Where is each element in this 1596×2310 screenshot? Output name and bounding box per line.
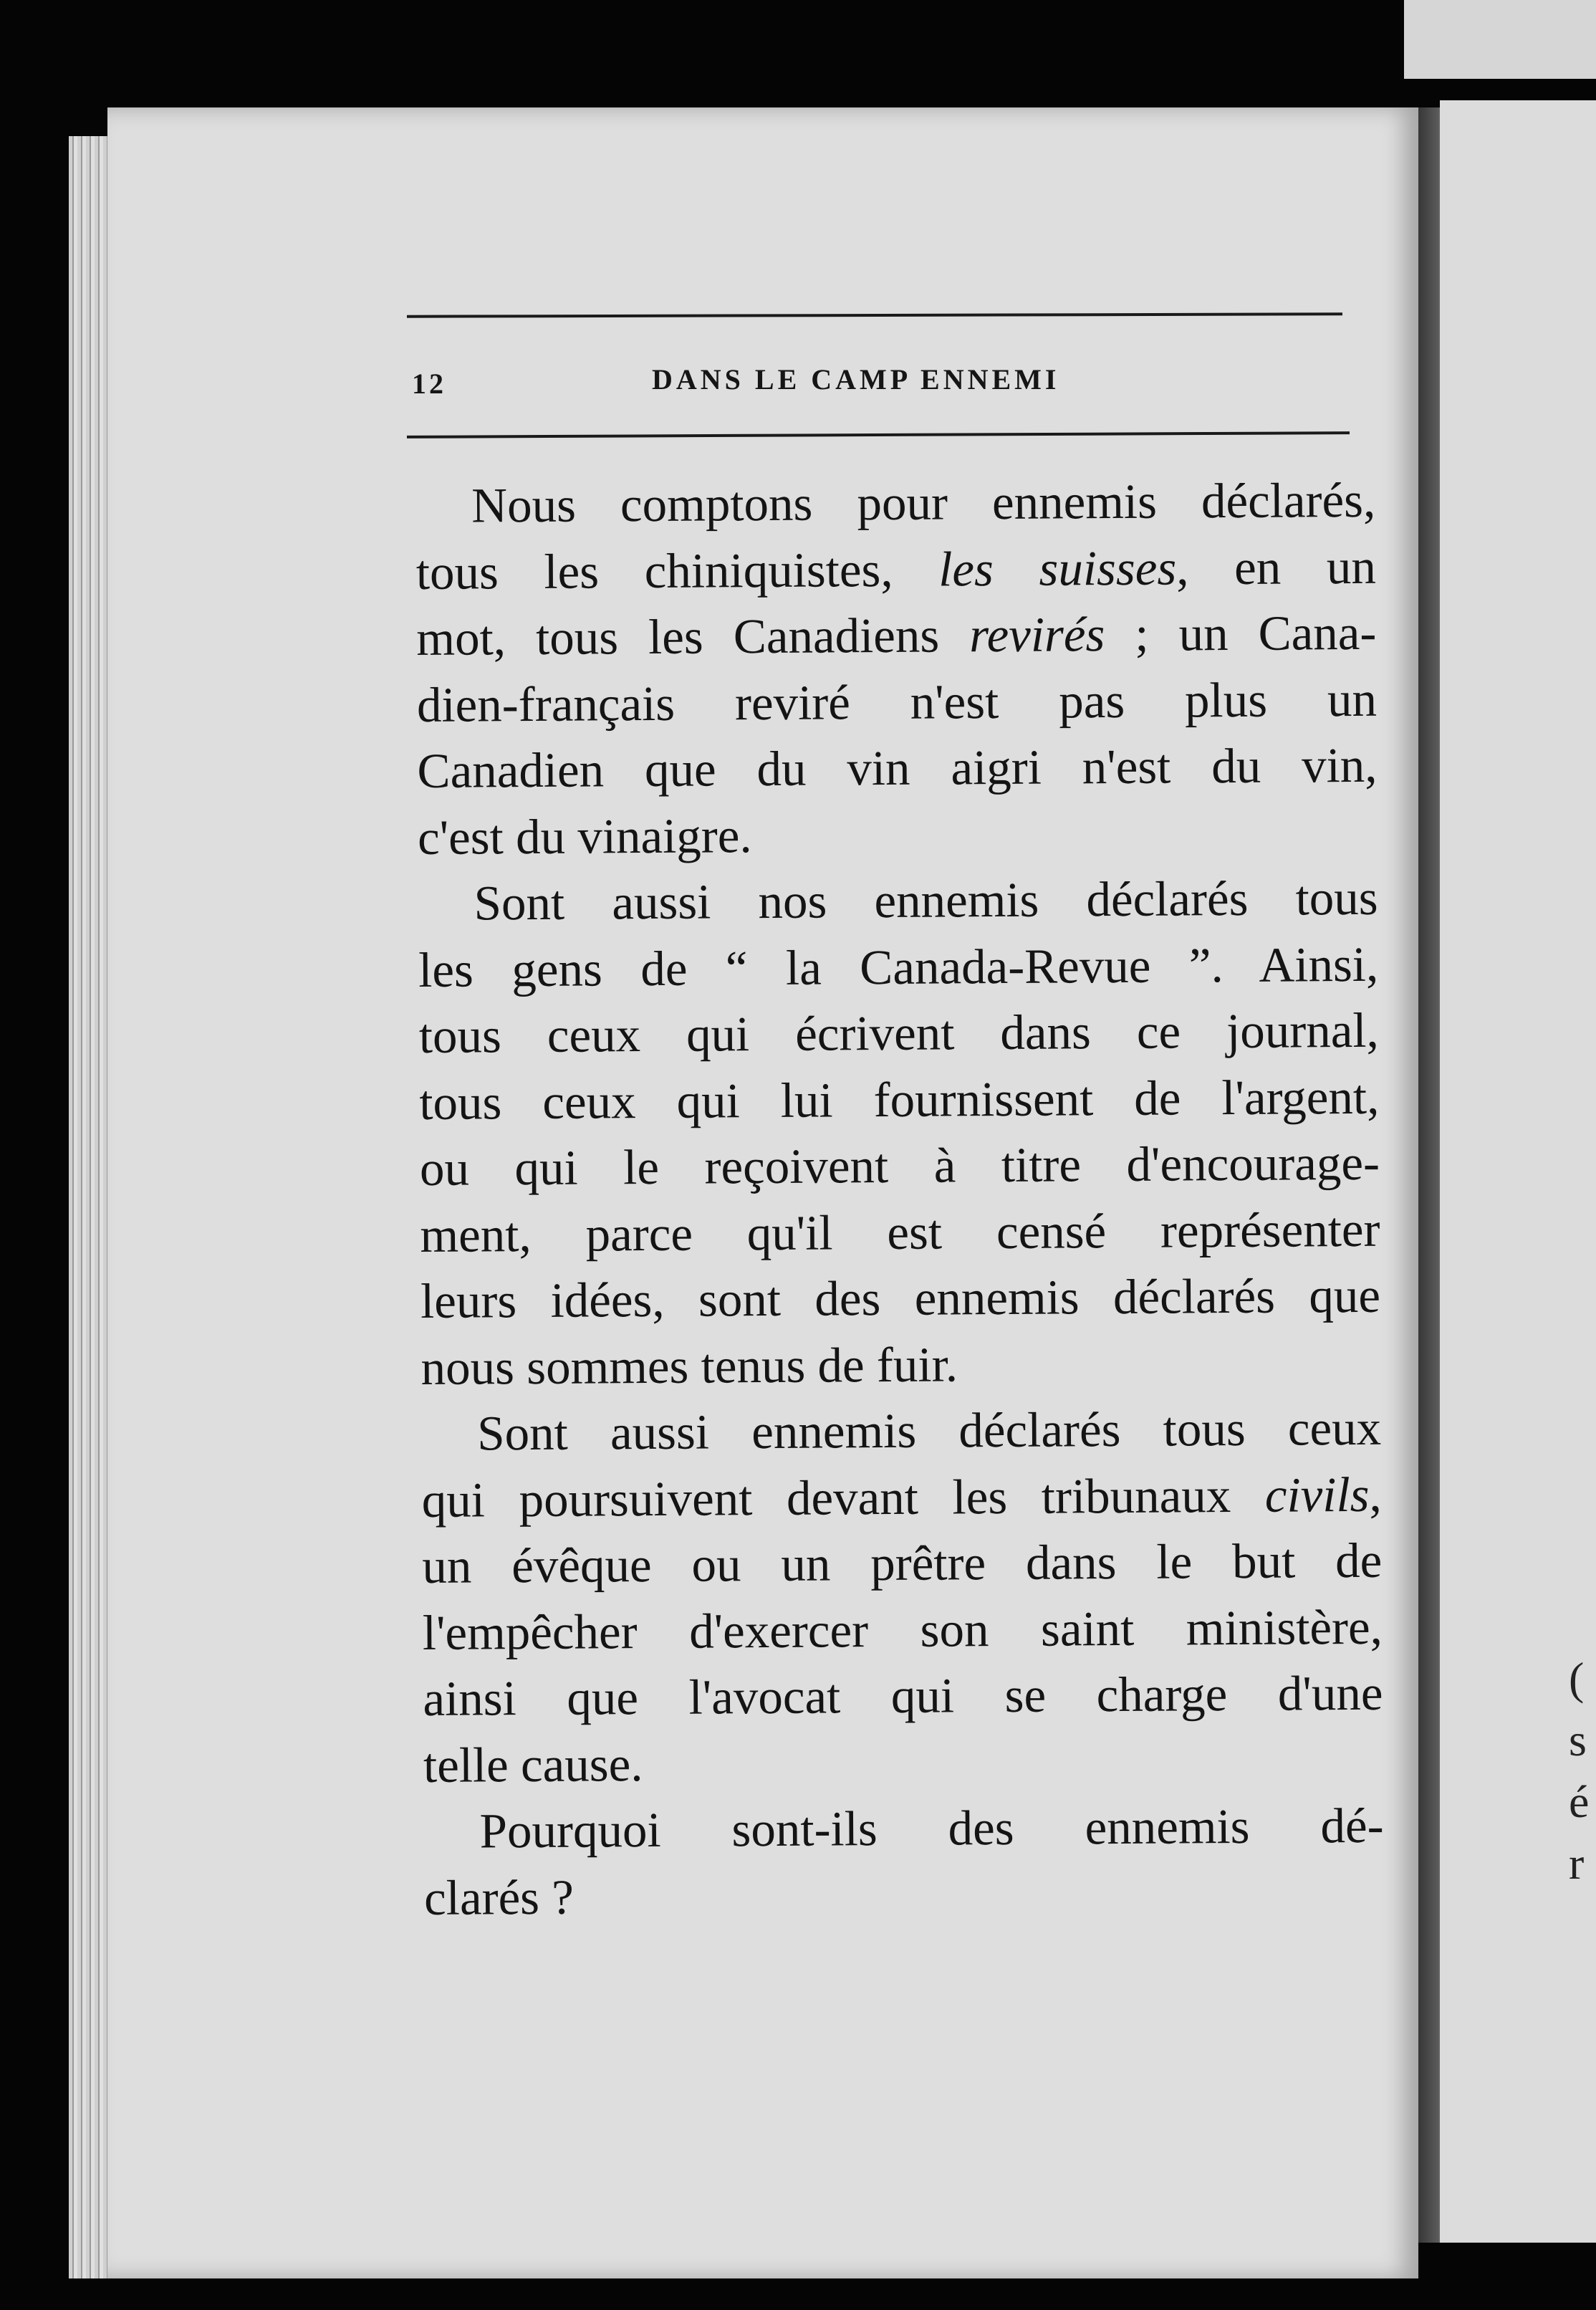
body-text <box>415 467 1384 1931</box>
text-line: c'est du vinaigre. <box>417 807 752 865</box>
paragraph-4 <box>423 1793 1384 1931</box>
text-line: clarés ? <box>423 1869 575 1925</box>
text-line: les gens de “ la Canada-Revue ”. Ainsi, <box>418 936 1379 997</box>
text-line: qui poursuivent devant les tribunaux civils, <box>421 1467 1382 1528</box>
text-line: telle cause. <box>423 1736 643 1793</box>
page-number: 12 <box>412 368 446 400</box>
paragraph-2 <box>418 865 1380 1401</box>
adjacent-page <box>1440 100 1596 2243</box>
running-title: DANS LE CAMP ENNEMI <box>652 363 1060 396</box>
adjacent-glyph: é <box>1569 1776 1590 1827</box>
text-line: dien-français reviré n'est pas plus un <box>416 671 1378 732</box>
italic-word: les suisses <box>938 540 1177 597</box>
adjacent-glyph: ( <box>1569 1653 1585 1704</box>
text-line: mot, tous les Canadiens revirés ; un Cana- <box>416 605 1377 666</box>
text-line: tous ceux qui écrivent dans ce journal, <box>418 1002 1380 1063</box>
italic-word: revirés <box>969 607 1105 663</box>
adjacent-page-text <box>1569 1648 1589 1894</box>
text-line: ment, parce qu'il est censé représenter <box>420 1202 1380 1262</box>
text-line: ainsi que l'avocat qui se charge d'une <box>423 1665 1383 1726</box>
paragraph-1 <box>415 467 1378 871</box>
text-line: ou qui le reçoivent à titre d'encourage- <box>419 1135 1380 1196</box>
text-line: tous les chiniquistes, les suisses, en un <box>415 539 1377 600</box>
text-line: Sont aussi nos ennemis déclarés tous <box>473 870 1378 931</box>
text-line: tous ceux qui lui fournissent de l'argent, <box>419 1069 1380 1130</box>
text-line: Nous comptons pour ennemis déclarés, <box>471 472 1376 533</box>
text-line: leurs idées, sont des ennemis déclarés que <box>420 1267 1381 1328</box>
text-line: Pourquoi sont-ils des ennemis dé- <box>479 1798 1384 1859</box>
text-line: l'empêcher d'exercer son saint ministère, <box>422 1599 1383 1660</box>
running-head <box>412 358 1350 416</box>
paragraph-3 <box>421 1395 1383 1798</box>
adjacent-glyph: r <box>1569 1838 1585 1889</box>
italic-word: civils <box>1264 1467 1370 1523</box>
adjacent-glyph: s <box>1569 1715 1587 1765</box>
text-line: Canadien que du vin aigri n'est du vin, <box>417 737 1378 798</box>
text-line: un évêque ou un prêtre dans le but de <box>422 1533 1383 1593</box>
background-scrap <box>1404 0 1596 79</box>
text-line: nous sommes tenus de fuir. <box>420 1336 958 1395</box>
text-line: Sont aussi ennemis déclarés tous ceux <box>476 1400 1382 1461</box>
